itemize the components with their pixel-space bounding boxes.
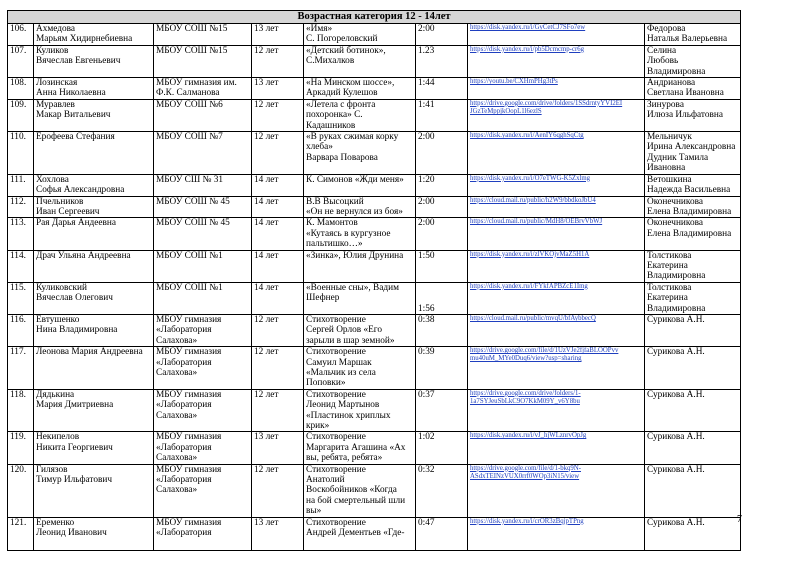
age-cell: 13 лет (252, 78, 304, 100)
age-cell: 12 лет (252, 464, 304, 517)
participant-name-line: Софья Александровна (36, 185, 125, 196)
participant-name-line: Гилязов (36, 464, 68, 475)
school-line: МБОУ гимназия (156, 464, 222, 475)
school-cell (154, 314, 252, 346)
participant-name-cell (34, 132, 154, 175)
row-number-cell: 120. (8, 464, 34, 517)
row-number-cell: 114. (8, 250, 34, 282)
school-line: Салахова» (156, 335, 198, 346)
participant-name-line: Муравлев (36, 99, 75, 110)
video-link-line[interactable]: JGzTeMppjkOopL1l6ezlS (470, 108, 542, 116)
teacher-line: Сурикова А.Н. (647, 464, 705, 475)
row-number-cell: 117. (8, 347, 34, 390)
participant-name-line: Лозинская (36, 78, 78, 89)
school-cell (154, 347, 252, 390)
participant-name-line: Пчельников (36, 196, 84, 207)
work-title-line: Аркадий Кулешов (306, 88, 378, 99)
duration-cell: 1:02 (416, 432, 468, 464)
participant-name-line: Нина Владимировна (36, 325, 118, 336)
school-cell (154, 218, 252, 250)
row-number-cell: 110. (8, 132, 34, 175)
school-line: МБОУ СОШ №6 (156, 99, 223, 110)
work-title-line: Варвара Поварова (306, 152, 378, 163)
video-link-line[interactable]: https://disk.yandex.ru/i/pb5Dcmcmp-cr6g (470, 45, 585, 53)
age-cell: 14 лет (252, 196, 304, 218)
teacher-line: Екатерина Владимировна (647, 293, 706, 314)
school-cell (154, 464, 252, 517)
teacher-line: Андрианова (647, 78, 696, 89)
work-title-cell (304, 314, 416, 346)
video-link-cell[interactable] (468, 78, 645, 100)
work-title-cell (304, 99, 416, 131)
video-link-line[interactable]: https://drive.google.com/drive/folders/1- (470, 389, 581, 397)
participant-name-cell (34, 45, 154, 77)
teacher-cell (645, 45, 741, 77)
table-title: Возрастная категория 12 - 14лет (8, 11, 741, 24)
school-cell (154, 517, 252, 550)
teacher-line: Селина (647, 45, 677, 56)
school-cell (154, 389, 252, 432)
teacher-line: Светлана Ивановна (647, 88, 724, 99)
school-cell (154, 282, 252, 314)
video-link-cell[interactable] (468, 250, 645, 282)
teacher-line: Надежда Васильевна (647, 185, 731, 196)
teacher-line: Любовь Владимировна (647, 56, 706, 77)
age-cell: 12 лет (252, 45, 304, 77)
teacher-line: Илюза Ильфатовна (647, 110, 724, 121)
table-row (8, 218, 741, 250)
teacher-cell (645, 389, 741, 432)
work-title-line: С.Михалков (306, 56, 355, 67)
age-cell: 13 лет (252, 517, 304, 550)
table-row (8, 282, 741, 314)
work-title-cell (304, 389, 416, 432)
teacher-cell (645, 250, 741, 282)
participant-name-line: Еременко (36, 517, 75, 528)
duration-cell: 0:32 (416, 464, 468, 517)
age-cell: 12 лет (252, 132, 304, 175)
participant-name-line: Драч Ульяна Андреевна (36, 250, 131, 261)
school-line: МБОУ СОШ №15 (156, 45, 228, 56)
school-cell (154, 432, 252, 464)
school-line: «Лаборатория (156, 528, 212, 539)
work-title-line: «На Минском шоссе», (306, 78, 395, 89)
teacher-cell (645, 24, 741, 46)
video-link-cell[interactable] (468, 517, 645, 550)
school-cell (154, 132, 252, 175)
video-link-cell[interactable] (468, 432, 645, 464)
row-number-cell: 118. (8, 389, 34, 432)
participant-name-cell (34, 464, 154, 517)
teacher-cell (645, 282, 741, 314)
duration-cell: 2:00 (416, 218, 468, 250)
table-row (8, 174, 741, 196)
participant-name-line: Куликовский (36, 282, 87, 293)
work-title-line: «Он не вернулся из боя» (306, 206, 403, 217)
table-row (8, 78, 741, 100)
participant-name-line: Анна Николаевна (36, 88, 106, 99)
table-row (8, 45, 741, 77)
work-title-line: Самуил Маршак (306, 357, 372, 368)
work-title-cell (304, 132, 416, 175)
age-cell: 13 лет (252, 24, 304, 46)
school-line: МБОУ гимназия (156, 389, 222, 400)
duration-cell: 0:37 (416, 389, 468, 432)
teacher-line: Сурикова А.Н. (647, 389, 705, 400)
table-row (8, 99, 741, 131)
school-line: «Лаборатория (156, 325, 212, 336)
work-title-line: зарыли в шар земной» (306, 335, 395, 346)
age-cell: 12 лет (252, 347, 304, 390)
teacher-line: Екатерина Владимировна (647, 260, 706, 282)
participant-name-line: Куликов (36, 45, 69, 56)
teacher-cell (645, 314, 741, 346)
table-row (8, 464, 741, 517)
age-cell: 12 лет (252, 99, 304, 131)
participant-name-cell (34, 196, 154, 218)
page-number: 7 (737, 514, 742, 525)
teacher-line: Ветошкина (647, 174, 692, 185)
teacher-line: Наталья Валерьевна (647, 34, 728, 45)
video-link-line[interactable]: https://youtu.be/CXHmPHg3tPs (470, 78, 558, 86)
participant-name-line: Тимур Ильфатович (36, 475, 113, 486)
participant-name-cell (34, 314, 154, 346)
school-line: МБОУ СОШ № 45 (156, 218, 230, 229)
teacher-cell (645, 78, 741, 100)
work-title-line: «Зинка», Юлия Друнина (306, 250, 404, 261)
work-title-cell (304, 250, 416, 282)
video-link-line[interactable]: https://drive.google.com/file/d/1-bkq9N- (470, 464, 581, 472)
participant-name-line: Мария Дмитриевна (36, 400, 114, 411)
participant-name-cell (34, 99, 154, 131)
work-title-line: Стихотворение (306, 389, 366, 400)
video-link-cell[interactable] (468, 314, 645, 346)
work-title-line: Андрей Дементьев «Где- (306, 528, 405, 539)
age-cell: 12 лет (252, 389, 304, 432)
row-number-cell: 111. (8, 174, 34, 196)
participant-name-line: Вячеслав Олегович (36, 293, 113, 304)
age-cell: 14 лет (252, 174, 304, 196)
teacher-cell (645, 132, 741, 175)
video-link-cell[interactable] (468, 282, 645, 314)
teacher-cell (645, 464, 741, 517)
work-title-cell (304, 196, 416, 218)
video-link-cell[interactable] (468, 347, 645, 390)
work-title-line: С. Погореловский (306, 34, 378, 45)
duration-cell: 1:56 (416, 282, 468, 314)
age-cell: 12 лет (252, 314, 304, 346)
video-link-cell[interactable] (468, 464, 645, 517)
participants-table (7, 10, 741, 551)
row-number-cell: 121. (8, 517, 34, 550)
row-number-cell: 112. (8, 196, 34, 218)
work-title-line: вы» (306, 506, 322, 517)
school-line: Салахова» (156, 453, 198, 464)
teacher-line: Толстикова (647, 250, 692, 261)
age-cell: 14 лет (252, 250, 304, 282)
duration-cell: 0:38 (416, 314, 468, 346)
school-line: МБОУ гимназия (156, 347, 222, 358)
table-row (8, 517, 741, 550)
school-line: «Лаборатория (156, 400, 212, 411)
duration-cell: 1.23 (416, 45, 468, 77)
duration-cell: 2:00 (416, 24, 468, 46)
work-title-line: В.В Высоцкий (306, 196, 364, 207)
school-line: МБОУ СШ № 31 (156, 174, 224, 185)
work-title-cell (304, 282, 416, 314)
school-cell (154, 196, 252, 218)
work-title-line: «Детский ботинок», (306, 45, 386, 56)
video-link-cell[interactable] (468, 218, 645, 250)
school-line: МБОУ гимназия им. (156, 78, 237, 89)
school-line: МБОУ СОШ №1 (156, 282, 223, 293)
row-number-cell: 119. (8, 432, 34, 464)
participant-name-line: Марьям Хидирнебиевна (36, 34, 133, 45)
age-cell: 13 лет (252, 432, 304, 464)
work-title-line: крик» (306, 421, 330, 432)
school-line: Салахова» (156, 368, 198, 378)
participant-name-cell (34, 389, 154, 432)
work-title-line: Стихотворение (306, 314, 366, 325)
school-line: МБОУ СОШ №1 (156, 250, 223, 261)
video-link-cell[interactable] (468, 132, 645, 175)
work-title-line: «Летела с фронта (306, 99, 376, 110)
video-link-line[interactable]: https://drive.google.com/file/d/1UzVJe2fjfaBLOOPvv (470, 347, 619, 355)
participant-name-line: Некипелов (36, 432, 80, 443)
work-title-line: Поповки» (306, 378, 346, 389)
participant-name-line: Евтушенко (36, 314, 80, 325)
work-title-cell (304, 517, 416, 550)
school-cell (154, 78, 252, 100)
work-title-cell (304, 464, 416, 517)
teacher-line: Оконечникова (647, 218, 703, 229)
school-line: «Лаборатория (156, 475, 212, 486)
school-line: МБОУ СОШ №15 (156, 24, 228, 34)
teacher-line: Сурикова А.Н. (647, 432, 705, 443)
title-row (8, 11, 741, 24)
work-title-line: «Военные сны», Вадим (306, 282, 399, 293)
participant-name-cell (34, 78, 154, 100)
video-link-line[interactable]: 1a7SYJeuSbLkC9O7KkM09Y_v6Y8bu (470, 398, 580, 406)
school-line: МБОУ гимназия (156, 432, 222, 443)
work-title-line: Воскобойников «Когда (306, 485, 397, 496)
duration-cell: 0:47 (416, 517, 468, 550)
teacher-line: Сурикова А.Н. (647, 517, 705, 528)
participant-name-cell (34, 174, 154, 196)
participant-name-cell (34, 432, 154, 464)
video-link-line[interactable]: mu40uM_MYe0Duq6/view?usp=sharing (470, 355, 582, 363)
video-link-line[interactable]: https://disk.yandex.ru/i/crOR3zBqjpTPng (470, 517, 584, 525)
work-title-cell (304, 218, 416, 250)
teacher-line: Зинурова (647, 99, 684, 110)
teacher-cell (645, 218, 741, 250)
row-number-cell: 107. (8, 45, 34, 77)
work-title-line: Анатолий (306, 475, 345, 486)
row-number-cell: 109. (8, 99, 34, 131)
table-row (8, 196, 741, 218)
work-title-line: Кадашников (306, 120, 356, 131)
participant-name-line: Макар Витальевич (36, 110, 111, 121)
participant-name-line: Ерофеева Стефания (36, 132, 115, 143)
work-title-line: Стихотворение (306, 347, 366, 358)
video-link-line[interactable]: https://drive.google.com/drive/folders/1SSdrntyYVI2EI (470, 99, 623, 107)
row-number-cell: 116. (8, 314, 34, 346)
work-title-cell (304, 24, 416, 46)
teacher-cell (645, 99, 741, 131)
video-link-line[interactable]: https://disk.yandex.ru/i/AenIY6qghSqCtg (470, 132, 584, 140)
school-line: МБОУ СОШ №7 (156, 132, 223, 143)
work-title-line: К. Мамонтов (306, 218, 358, 229)
teacher-line: Толстикова (647, 282, 692, 293)
participant-name-line: Леонид Иванович (36, 528, 107, 539)
participant-name-cell (34, 218, 154, 250)
video-link-cell[interactable] (468, 174, 645, 196)
row-number-cell: 106. (8, 24, 34, 46)
school-cell (154, 45, 252, 77)
duration-cell: 2:00 (416, 132, 468, 175)
work-title-line: Леонид Мартынов (306, 400, 380, 411)
school-cell (154, 99, 252, 131)
school-cell (154, 174, 252, 196)
work-title-line: на бой смертельный шли (306, 495, 406, 506)
work-title-line: Стихотворение (306, 464, 366, 475)
participant-name-line: Никита Георгиевич (36, 442, 113, 453)
participant-name-line: Дядькина (36, 389, 75, 400)
teacher-line: Сурикова А.Н. (647, 314, 705, 325)
table-row (8, 432, 741, 464)
work-title-line: К. Симонов «Жди меня» (306, 174, 404, 185)
age-cell: 14 лет (252, 218, 304, 250)
video-link-cell[interactable] (468, 45, 645, 77)
duration-cell: 1:50 (416, 250, 468, 282)
school-line: Ф.К. Салманова (156, 88, 220, 99)
work-title-cell (304, 45, 416, 77)
work-title-line: Стихотворение (306, 432, 366, 443)
table-row (8, 389, 741, 432)
school-cell (154, 250, 252, 282)
video-link-line[interactable]: https://disk.yandex.ru/i/O7eTWG-K5Zxlmg (470, 174, 591, 182)
work-title-line: Шефнер (306, 293, 340, 304)
school-line: Салахова» (156, 485, 198, 496)
video-link-line[interactable]: https://cloud.mail.ru/public/h2W9/bbdkoJbU4 (470, 196, 596, 204)
table-row (8, 250, 741, 282)
teacher-line: Елена Владимировна (647, 228, 732, 239)
participant-name-line: Вячеслав Евгеньевич (36, 56, 121, 67)
table-row (8, 347, 741, 390)
work-title-line: вы, ребята, ребята» (306, 453, 383, 464)
duration-cell: 1:20 (416, 174, 468, 196)
video-link-line[interactable]: https://disk.yandex.ru/i/vJ_hjWLznrvOpJg (470, 432, 587, 440)
work-title-cell (304, 174, 416, 196)
teacher-line: Ирина Александровна (647, 142, 736, 153)
school-line: Салахова» (156, 410, 198, 421)
teacher-line: Оконечникова (647, 196, 703, 207)
teacher-line: Мельничук (647, 132, 692, 143)
duration-cell: 2:00 (416, 196, 468, 218)
teacher-cell (645, 174, 741, 196)
table-row (8, 132, 741, 175)
video-link-line[interactable]: https://cloud.mail.ru/public/mvqU/bfAybbecQ (470, 314, 596, 322)
school-line: МБОУ СОШ № 45 (156, 196, 230, 207)
age-cell: 14 лет (252, 282, 304, 314)
row-number-cell: 115. (8, 282, 34, 314)
work-title-line: «Мальчик из села (306, 368, 376, 378)
video-link-cell[interactable] (468, 196, 645, 218)
work-title-cell (304, 78, 416, 100)
participant-name-cell (34, 517, 154, 550)
teacher-line: Федорова (647, 24, 686, 34)
work-title-line: пальтишко…» (306, 239, 363, 250)
teacher-line: Дудник Тамила Ивановна (647, 152, 709, 174)
work-title-line: «Пластинок хриплых (306, 410, 391, 421)
school-line: «Лаборатория (156, 357, 212, 368)
duration-cell: 1:44 (416, 78, 468, 100)
work-title-line: Стихотворение (306, 517, 366, 528)
participant-name-line: Рая Дарья Андеевна (36, 218, 117, 229)
work-title-line: «В руках сжимая корку (306, 132, 399, 143)
duration-cell: 0:39 (416, 347, 468, 390)
work-title-line: «Кутаясь в кургузное (306, 228, 391, 239)
duration-cell: 1:41 (416, 99, 468, 131)
work-title-line: Сергей Орлов «Его (306, 325, 383, 336)
video-link-line[interactable]: https://cloud.mail.ru/public/MdH8/OEBrvVbWJ (470, 218, 603, 226)
teacher-cell (645, 347, 741, 390)
video-link-line[interactable]: https://disk.yandex.ru/i/FYkfAPBZcE1Img (470, 282, 588, 290)
school-line: «Лаборатория (156, 442, 212, 453)
video-link-line[interactable]: https://disk.yandex.ru/i/GyCetCJ7SFo7ew (470, 24, 586, 31)
participant-name-line: Леонова Мария Андреевна (36, 347, 143, 358)
table-row (8, 314, 741, 346)
video-link-cell[interactable] (468, 389, 645, 432)
teacher-line: Сурикова А.Н. (647, 347, 705, 358)
video-link-cell[interactable] (468, 99, 645, 131)
participant-name-cell (34, 347, 154, 390)
school-line: МБОУ гимназия (156, 517, 222, 528)
school-line: МБОУ гимназия (156, 314, 222, 325)
participant-name-line: Хохлова (36, 174, 69, 185)
row-number-cell: 113. (8, 218, 34, 250)
teacher-cell (645, 517, 741, 550)
teacher-line: Елена Владимировна (647, 206, 732, 217)
participant-name-line: Ахмедова (36, 24, 76, 34)
work-title-line: хлеба» (306, 142, 333, 153)
teacher-cell (645, 432, 741, 464)
participant-name-cell (34, 24, 154, 46)
participant-name-cell (34, 250, 154, 282)
work-title-line: Маргарита Агашина «Ах (306, 442, 406, 453)
work-title-cell (304, 347, 416, 390)
work-title-line: похоронка» С. (306, 110, 363, 121)
video-link-line[interactable]: ASdxTEINzVUX0rrf0WOp3iN15/view (470, 472, 580, 480)
participant-name-line: Иван Сергеевич (36, 206, 100, 217)
work-title-cell (304, 432, 416, 464)
work-title-line: «Имя» (306, 24, 333, 34)
video-link-line[interactable]: https://disk.yandex.ru/i/zlVKOjvMaZ5H1A (470, 250, 590, 258)
participant-name-cell (34, 282, 154, 314)
row-number-cell: 108. (8, 78, 34, 100)
school-cell (154, 24, 252, 46)
teacher-cell (645, 196, 741, 218)
video-link-cell[interactable] (468, 24, 645, 46)
table-row (8, 24, 741, 46)
